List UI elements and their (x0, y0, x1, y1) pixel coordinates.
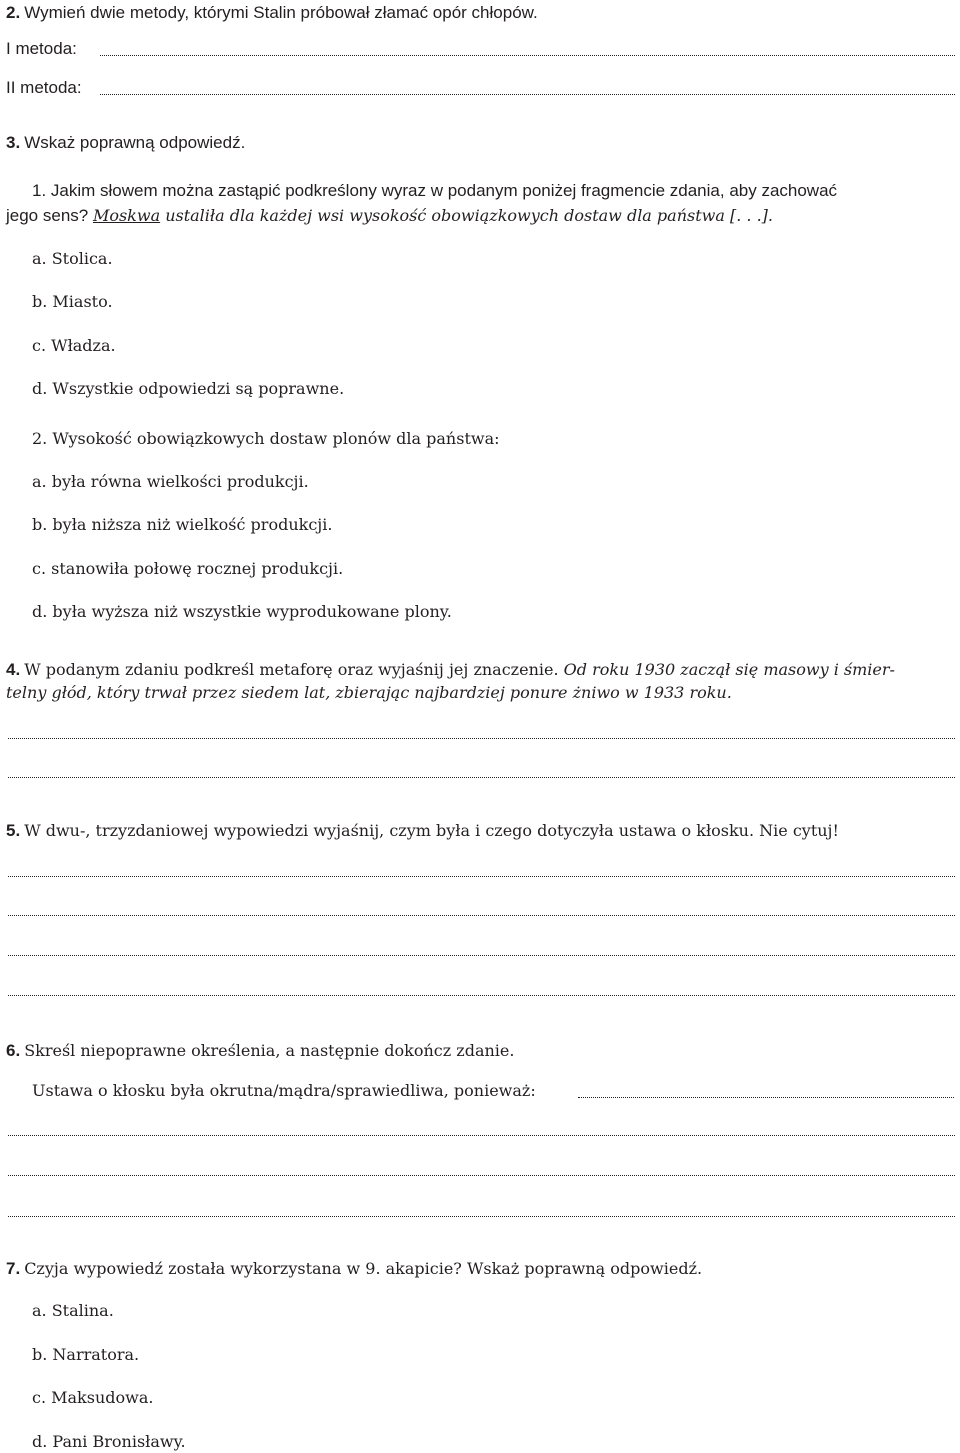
q3-sub2-option-d[interactable]: d. była wyższa niż wszystkie wyprodukowane plony. (32, 602, 452, 621)
q5-answer-line-4[interactable] (8, 995, 955, 996)
q6-answer-line-3[interactable] (8, 1216, 955, 1217)
q7-option-b[interactable]: b. Narratora. (32, 1345, 140, 1364)
method1-answer-line[interactable] (100, 55, 955, 56)
q3-sub1-prefix: jego sens? (6, 206, 93, 225)
q5-answer-line-1[interactable] (8, 876, 955, 877)
q3-text: Wskaż poprawną odpowiedź. (24, 133, 246, 152)
q7-option-a[interactable]: a. Stalina. (32, 1301, 114, 1320)
q3-sub2-option-a[interactable]: a. była równa wielkości produkcji. (32, 472, 309, 491)
q5-answer-line-2[interactable] (8, 915, 955, 916)
q2-heading (6, 4, 538, 22)
q6-answer-line-0[interactable] (578, 1097, 954, 1098)
q3-heading (6, 134, 245, 152)
q4-quote-line1: Od roku 1930 zaczął się masowy i śmier- (563, 660, 895, 679)
q7-option-d[interactable]: d. Pani Bronisławy. (32, 1432, 186, 1451)
q7-number: 7. (6, 1259, 21, 1278)
q6-heading (6, 1042, 514, 1060)
q4-answer-line-2[interactable] (8, 777, 955, 778)
method2-label: II metoda: (6, 78, 82, 97)
q3-sub1-fragment (6, 207, 773, 225)
q3-sub2-option-c[interactable]: c. stanowiła połowę rocznej produkcji. (32, 559, 344, 578)
q4-answer-line-1[interactable] (8, 738, 955, 739)
q5-answer-line-3[interactable] (8, 955, 955, 956)
q3-sub1-option-d[interactable]: d. Wszystkie odpowiedzi są poprawne. (32, 379, 345, 398)
q7-text: Czyja wypowiedź została wykorzystana w 9. akapicie? Wskaż poprawną odpowiedź. (24, 1259, 703, 1278)
q6-number: 6. (6, 1041, 21, 1060)
q3-sub1-option-b[interactable]: b. Miasto. (32, 292, 113, 311)
q5-heading (6, 822, 839, 840)
q4-text: W podanym zdaniu podkreśl metaforę oraz wyjaśnij jej znaczenie. (24, 660, 564, 679)
q4-quote-line2 (6, 685, 732, 701)
method1-label: I metoda: (6, 39, 77, 58)
q6-sentence[interactable]: Ustawa o kłosku była okrutna/mądra/sprawiedliwa, ponieważ: (32, 1081, 536, 1100)
q6-text: Skreśl niepoprawne określenia, a następnie dokończ zdanie. (24, 1041, 515, 1060)
q3-sub2-question: 2. Wysokość obowiązkowych dostaw plonów dla państwa: (32, 429, 500, 448)
q3-sub2-option-b[interactable]: b. była niższa niż wielkość produkcji. (32, 515, 333, 534)
q5-text: W dwu-, trzyzdaniowej wypowiedzi wyjaśnij, czym była i czego dotyczyła ustawa o kłosku. Nie cytuj! (24, 821, 839, 840)
q3-sub1-quote: ustaliła dla każdej wsi wysokość obowiązkowych dostaw dla państwa [. . .]. (160, 206, 773, 225)
q3-sub1-question: 1. Jakim słowem można zastąpić podkreślony wyraz w podanym poniżej fragmencie zdania, aby zachować (32, 181, 838, 200)
q6-answer-line-2[interactable] (8, 1175, 955, 1176)
q4-number: 4. (6, 660, 21, 679)
q6-answer-line-1[interactable] (8, 1135, 955, 1136)
q7-option-c[interactable]: c. Maksudowa. (32, 1388, 154, 1407)
q2-number: 2. (6, 3, 21, 22)
underlined-word: Moskwa (92, 206, 161, 225)
q2-text: Wymień dwie metody, którymi Stalin próbował złamać opór chłopów. (24, 3, 538, 22)
q3-sub1-option-a[interactable]: a. Stolica. (32, 249, 113, 268)
q5-number: 5. (6, 821, 21, 840)
q4-quote-text: telny głód, który trwał przez siedem lat, zbierając najbardziej ponure żniwo w 1933 roku. (6, 683, 732, 702)
q3-sub1-option-c[interactable]: c. Władza. (32, 336, 116, 355)
method2-answer-line[interactable] (100, 94, 955, 95)
q4-heading (6, 661, 895, 679)
q7-heading (6, 1260, 702, 1278)
q3-number: 3. (6, 133, 21, 152)
